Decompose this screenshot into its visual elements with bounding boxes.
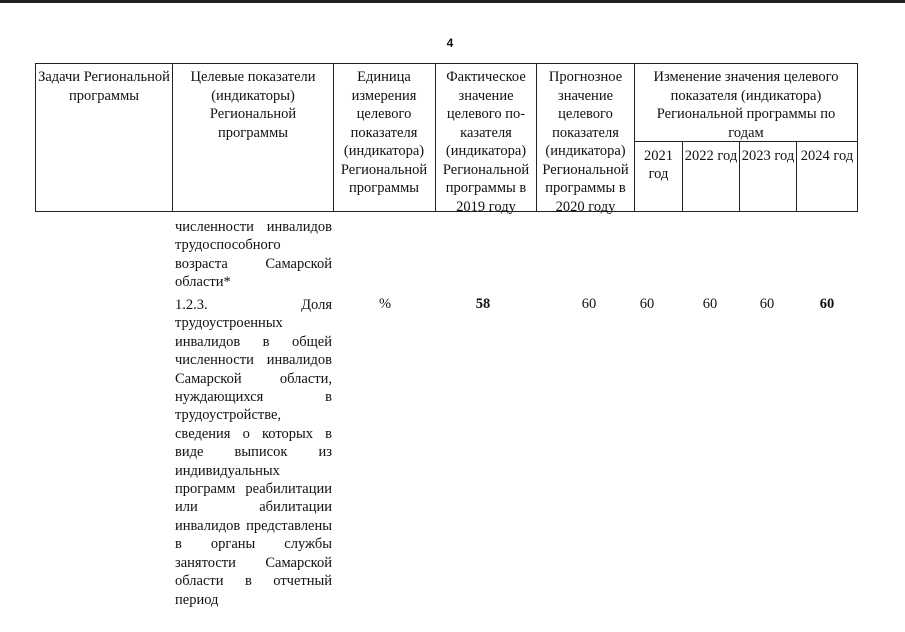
- header-indicators: Целевые показатели (индикаторы) Региональной программы: [190, 69, 316, 141]
- header-year-2023: 2023 год: [741, 148, 795, 164]
- row-actual-2019: 58: [475, 296, 491, 312]
- row-unit: %: [378, 296, 392, 312]
- header-actual-2019: Фактическое значение целевого по-казателя (индикатора) Региональной программы в 2019 году: [442, 69, 530, 215]
- continuation-text: численности инвалидов трудоспособного возраста Самарской области*: [175, 219, 332, 291]
- header-forecast-2020: Прогнозное значение целевого показателя (индикатора) Региональной программы в 2020 году: [542, 69, 629, 215]
- row-indicator-text: 1.2.3. Доля трудоустроенных инвалидов в общей численности инвалидов Самарской области, нуждающихся в трудоустройстве, сведения о которых в виде выписок из индивидуальных программ реабилитации или абилитации инвалидов представлены в органы службы занятости Самарской области в отчетный период: [175, 297, 332, 608]
- row-value-2022: 60: [702, 296, 718, 312]
- col-divider: [634, 63, 635, 212]
- header-tasks: Задачи Региональной программы: [38, 69, 170, 104]
- row-value-2021: 60: [639, 296, 655, 312]
- header-change-by-year: Изменение значения целевого показателя (индикатора) Региональной программы по годам: [653, 69, 839, 141]
- header-unit: Единица измерения целевого показателя (индикатора) Региональной программы: [340, 69, 428, 196]
- row-value-2024: 60: [819, 296, 835, 312]
- header-year-2024: 2024 год: [800, 148, 854, 164]
- row-forecast-2020: 60: [581, 296, 597, 312]
- header-year-2022: 2022 год: [684, 148, 738, 164]
- row-value-2023: 60: [759, 296, 775, 312]
- col-divider: [172, 63, 173, 212]
- header-year-2021: 2021 год: [644, 148, 673, 182]
- page-number: 4: [446, 36, 454, 50]
- top-border-rule: [0, 0, 905, 3]
- table-header: [35, 63, 858, 215]
